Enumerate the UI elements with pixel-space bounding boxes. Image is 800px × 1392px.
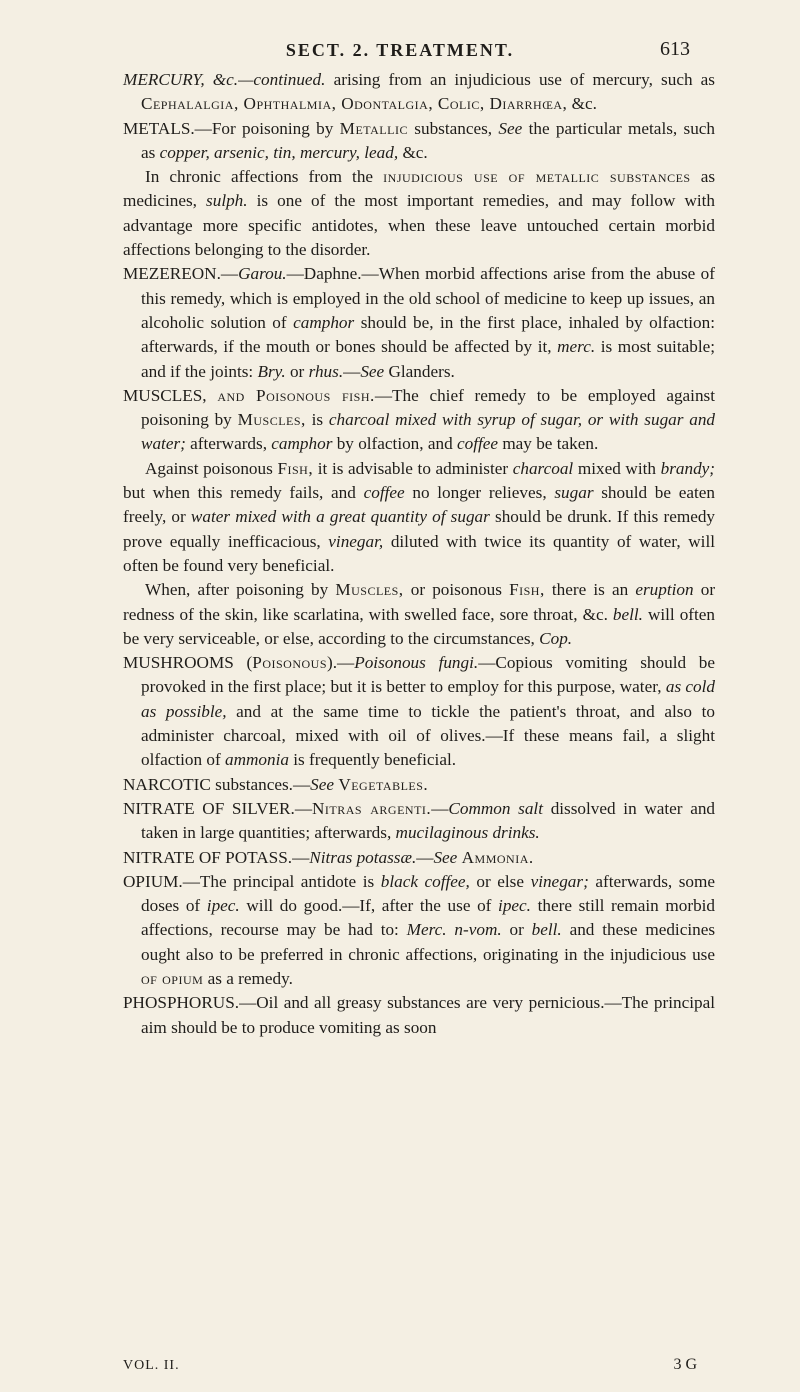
- paragraph: Against poisonous Fish, it is advisable to administer charcoal mixed with brandy; but when this remedy fails, and coffee no longer relieves, sugar should be eaten freely, or water mixed with a great quantity of sugar should be drunk. If this remedy prove equally inefficacious, vinegar, diluted with twice its quantity of water, will often be found very beneficial.: [123, 458, 716, 575]
- entry-head: NITRATE OF SILVER.: [123, 798, 295, 818]
- entry-head: MUSCLES,: [123, 385, 207, 405]
- entry-head: MERCURY,: [123, 70, 205, 89]
- entry-mercury: MERCURY, &c.—continued. arising from an injudicious use of mercury, such as Cephalalgia, Ophthalmia, Odontalgia, Colic, Diarrhœa, &c.: [123, 70, 715, 114]
- entry-head: MEZEREON.: [123, 264, 221, 284]
- page-body: [123, 68, 715, 1040]
- entry-head: OPIUM.: [123, 871, 183, 891]
- entry-muscles: MUSCLES, and Poisonous fish.—The chief remedy to be employed against poisoning by Muscles, is charcoal mixed with syrup of sugar, or with sugar and water; afterwards, camphor by olfaction, and coffee may be taken.: [123, 385, 716, 454]
- entry-head: METALS.: [123, 118, 195, 138]
- entry-mushrooms: MUSHROOMS (Poisonous).—Poisonous fungi.—Copious vomiting should be provoked in the first place; but it is better to employ for this purpose, water, as cold as possible, and at the same time to tickle the patient's throat, and also to administer charcoal, mixed with oil of olives.—If these means fail, a slight olfaction of ammonia is frequently beneficial.: [123, 653, 716, 770]
- entry-head: NARCOTIC: [123, 774, 211, 794]
- paragraph: When, after poisoning by Muscles, or poisonous Fish, there is an eruption or redness of the skin, like scarlatina, with swelled face, sore throat, &c. bell. will often be very serviceable, or else, according to the circumstances, Cop.: [123, 580, 716, 648]
- entry-narcotic: NARCOTIC substances.—See Vegetables.: [123, 774, 429, 794]
- volume-label: VOL. II.: [123, 1358, 180, 1373]
- running-head: SECT. 2. TREATMENT.: [285, 40, 515, 60]
- entry-opium: OPIUM.—The principal antidote is black coffee, or else vinegar; afterwards, some doses of ipec. will do good.—If, after the use of ipec. there still remain morbid affections, recourse may be had to: Merc. n-vom. or bell. and these medicines ought also to be preferred in chronic affections, originating in the injudicious use of opium as a remedy.: [123, 871, 716, 988]
- page-header: [0, 36, 800, 66]
- entry-metals: METALS.—For poisoning by Metallic substances, See the particular metals, such as copper, arsenic, tin, mercury, lead, &c.: [123, 118, 716, 162]
- entry-head: PHOSPHORUS.: [123, 993, 240, 1013]
- paragraph: In chronic affections from the injudicious use of metallic substances as medicines, sulph. is one of the most important remedies, and may follow with advantage more specific antidotes, when these leave untouched certain morbid affections belonging to the disorder.: [123, 167, 716, 260]
- page-footer: [123, 1356, 715, 1378]
- entry-head: MUSHROOMS: [123, 653, 234, 673]
- entry-mezereon: MEZEREON.—Garou.—Daphne.—When morbid affections arise from the abuse of this remedy, which is employed in the old school of medicine to keep up issues, an alcoholic solution of camphor should be, in the first place, inhaled by olfaction: afterwards, if the mouth or bones should be affected by it, merc. is most suitable; and if the joints: Bry. or rhus.—See Glanders.: [123, 264, 716, 381]
- page-number: 613: [660, 38, 690, 60]
- entry-phosphorus: PHOSPHORUS.—Oil and all greasy substances are very pernicious.—The principal aim should be to produce vomiting as soon: [123, 993, 715, 1037]
- entry-nitrate-of-potass: NITRATE OF POTASS.—Nitras potassæ.—See Ammonia.: [123, 847, 534, 867]
- entry-head: NITRATE OF POTASS.: [123, 847, 293, 867]
- signature-mark: 3 G: [673, 1356, 697, 1373]
- entry-nitrate-of-silver: NITRATE OF SILVER.—Nitras argenti.—Common salt dissolved in water and taken in large quantities; afterwards, mucilaginous drinks.: [123, 798, 716, 843]
